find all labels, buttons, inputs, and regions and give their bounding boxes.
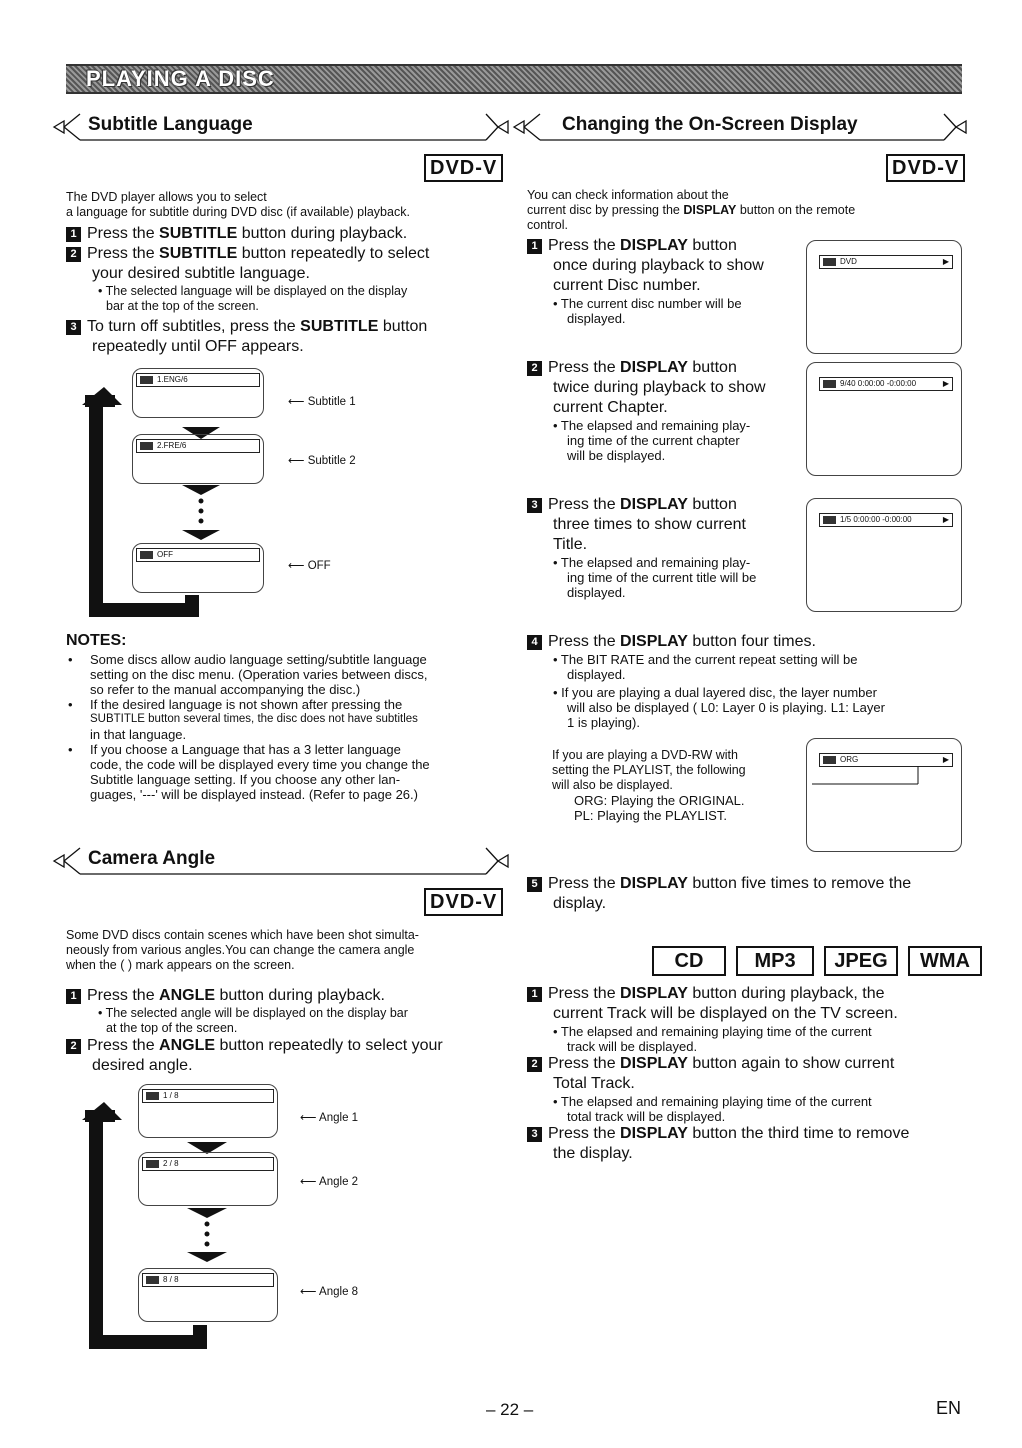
osd-title: Changing the On-Screen Display (562, 114, 858, 135)
step-bullet: • The elapsed and remaining playing time of the current (553, 1024, 872, 1039)
section-title: PLAYING A DISC (86, 66, 275, 91)
step-text: button five times to remove the (687, 875, 912, 892)
play-icon: ▶ (942, 257, 949, 266)
osd-step-4 (527, 632, 967, 730)
left-arrow-icon: ⟵ (288, 396, 308, 408)
step-bullet: • The selected angle will be displayed on the display bar (98, 1006, 408, 1020)
step-2 (66, 1036, 511, 1056)
step-number: 1 (66, 227, 81, 242)
dvd-v-badge: DVD-V (886, 154, 965, 182)
step-text: display. (553, 895, 607, 912)
intro-line: neously from various angles.You can change the camera angle (66, 943, 415, 957)
camera-intro (66, 928, 511, 973)
page-number: – 22 – (486, 1400, 534, 1419)
display-bar (819, 513, 953, 527)
osd-screen-1 (806, 240, 962, 354)
step-bullet: • The BIT RATE and the current repeat setting will be (553, 652, 858, 667)
bullet-icon: • (68, 742, 73, 757)
step-bullet: at the top of the screen. (106, 1021, 238, 1035)
step-bullet: ing time of the current chapter (567, 433, 740, 448)
intro-text: button on the remote (736, 203, 856, 217)
step-bullet: displayed. (567, 311, 626, 326)
bullet-icon: • (68, 697, 73, 712)
step-keyword: SUBTITLE (159, 225, 238, 242)
play-icon: ▶ (942, 379, 949, 388)
step-bullet: • The selected language will be displayed on the display (98, 284, 408, 298)
step-keyword: DISPLAY (620, 496, 688, 513)
step-text: once during playback to show (553, 257, 764, 274)
step-text: button during playback. (215, 987, 385, 1004)
step-number: 1 (527, 987, 542, 1002)
display-bar: 2.FRE/6 (136, 439, 260, 453)
note-line: ORG: Playing the ORIGINAL. (574, 793, 745, 808)
step-text: twice during playback to show (553, 379, 766, 396)
notes-section (66, 632, 506, 802)
osd-step-1 (527, 236, 807, 326)
bar-text: ORG (840, 755, 859, 764)
step-text: Press the (548, 1125, 621, 1142)
step-1 (66, 986, 511, 1006)
dvd-v-badge: DVD-V (424, 888, 503, 916)
bullet-icon: • (68, 652, 73, 667)
intro-line: The DVD player allows you to select (66, 190, 267, 204)
display-bar: 1 / 8 (142, 1089, 274, 1103)
note-line: If you choose a Language that has a 3 letter language (90, 742, 401, 757)
bar-text: 9/40 0:00:00 -0:00:00 (840, 379, 917, 388)
step-bullet: displayed. (567, 667, 626, 682)
label-angle-1 (300, 1110, 358, 1124)
step-keyword: ANGLE (159, 1037, 216, 1054)
note-line: in that language. (90, 727, 187, 742)
intro-line: a language for subtitle during DVD disc (if available) playback. (66, 205, 410, 219)
osd-step-5 (527, 874, 967, 914)
label-off (288, 558, 331, 572)
intro-line: when the ( ) mark appears on the screen. (66, 958, 295, 972)
step-text: button (378, 318, 428, 335)
screen-subtitle-2 (132, 434, 264, 484)
note-line: Subtitle language setting. If you choose any other lan- (90, 772, 401, 787)
step-text: Press the (548, 985, 621, 1002)
intro-line: You can check information about the (527, 188, 729, 202)
step-number: 5 (527, 877, 542, 892)
camera-steps (66, 986, 511, 1076)
play-icon: ▶ (942, 755, 949, 764)
display-bar: 1.ENG/6 (136, 373, 260, 387)
step-bullet: will be displayed. (567, 448, 666, 463)
step-number: 1 (527, 239, 542, 254)
label-angle-2 (300, 1174, 358, 1188)
bar-text: 1/5 0:00:00 -0:00:00 (840, 515, 912, 524)
subtitle-heading (52, 112, 512, 142)
note-item (66, 742, 506, 802)
step-text: Press the (548, 359, 621, 376)
osd-step-2 (527, 358, 807, 463)
screen-subtitle-off (132, 543, 264, 593)
screen-angle-2 (138, 1152, 278, 1206)
step-text: your desired subtitle language. (92, 265, 310, 282)
step-text: desired angle. (92, 1057, 193, 1074)
step-bullet: 1 is playing). (567, 715, 640, 730)
step-text: Total Track. (553, 1075, 635, 1092)
step-text: Press the (548, 237, 621, 254)
step-bullet: • The current disc number will be (553, 296, 742, 311)
step-text: Press the (87, 1037, 160, 1054)
notes-heading: NOTES: (66, 632, 127, 649)
intro-line: Some DVD discs contain scenes which have been shot simulta- (66, 928, 419, 942)
jpeg-badge: JPEG (824, 946, 898, 976)
step-number: 3 (66, 320, 81, 335)
left-arrow-icon: ⟵ (300, 1112, 320, 1124)
step-keyword: DISPLAY (620, 985, 688, 1002)
step-text: button the third time to remove (687, 1125, 910, 1142)
step-text: button repeatedly to select your (215, 1037, 443, 1054)
step-text: To turn off subtitles, press the (87, 318, 301, 335)
camera-angle-heading (52, 846, 512, 876)
mp3-badge: MP3 (736, 946, 814, 976)
step-text: button (687, 237, 737, 254)
step-2 (66, 244, 511, 264)
left-arrow-icon: ⟵ (300, 1176, 320, 1188)
step-bullet: displayed. (567, 585, 626, 600)
step-text: repeatedly until OFF appears. (92, 338, 304, 355)
step-number: 2 (66, 247, 81, 262)
osd-screen-2 (806, 362, 962, 476)
note-line: guages, '---' will be displayed instead. (Refer to page 26.) (90, 787, 418, 802)
note-line: so refer to the manual accompanying the disc.) (90, 682, 361, 697)
step-number: 2 (527, 1057, 542, 1072)
label-subtitle-1 (288, 394, 356, 408)
step-text: the display. (553, 1145, 633, 1162)
intro-keyword: DISPLAY (683, 203, 737, 217)
note-line: If you are playing a DVD-RW with (552, 748, 738, 762)
label-angle-8 (300, 1284, 358, 1298)
step-text: button during playback, the (687, 985, 885, 1002)
step-bullet: will also be displayed ( L0: Layer 0 is playing. L1: Layer (567, 700, 885, 715)
osd-heading (512, 112, 972, 142)
arrow-label: Angle 1 (319, 1112, 359, 1124)
osd-intro (527, 188, 967, 233)
step-keyword: DISPLAY (620, 237, 688, 254)
dvd-v-badge: DVD-V (424, 154, 503, 182)
wma-badge: WMA (908, 946, 982, 976)
step-text: current Disc number. (553, 277, 701, 294)
step-bullet: • The elapsed and remaining playing time of the current (553, 1094, 872, 1109)
camera-angle-title: Camera Angle (88, 848, 216, 869)
arrow-label: Subtitle 1 (307, 396, 356, 408)
section-banner (66, 64, 962, 94)
screen-angle-1 (138, 1084, 278, 1138)
cd-steps (527, 984, 967, 1164)
step-bullet: • The elapsed and remaining play- (553, 555, 751, 570)
note-item (66, 697, 506, 742)
label-subtitle-2 (288, 453, 356, 467)
connector-line (812, 754, 952, 794)
step-text: Title. (553, 536, 588, 553)
step-text: button (687, 496, 737, 513)
display-bar: 8 / 8 (142, 1273, 274, 1287)
osd-screen-3 (806, 498, 962, 612)
step-text: Press the (87, 245, 160, 262)
step-bullet: bar at the top of the screen. (106, 299, 259, 313)
step-bullet: ing time of the current title will be (567, 570, 757, 585)
step-text: Press the (87, 225, 160, 242)
step-bullet: total track will be displayed. (567, 1109, 726, 1124)
left-arrow-icon: ⟵ (288, 560, 308, 572)
note-line: will also be displayed. (552, 778, 673, 792)
step-text: Press the (548, 633, 621, 650)
step-text: current Track will be displayed on the TV screen. (553, 1005, 898, 1022)
left-arrow-icon: ⟵ (300, 1286, 320, 1298)
step-number: 2 (66, 1039, 81, 1054)
step-keyword: SUBTITLE (159, 245, 238, 262)
subtitle-steps (66, 224, 511, 357)
note-line: PL: Playing the PLAYLIST. (574, 808, 727, 823)
arrow-label: Subtitle 2 (307, 455, 356, 467)
note-line: code, the code will be displayed every time you change the (90, 757, 430, 772)
step-1 (66, 224, 511, 244)
step-text: button repeatedly to select (237, 245, 430, 262)
osd-step-3 (527, 495, 807, 600)
step-text: Press the (87, 987, 160, 1004)
left-arrow-icon: ⟵ (288, 455, 308, 467)
display-bar (819, 255, 953, 269)
step-text: button again to show current (687, 1055, 895, 1072)
step-keyword: DISPLAY (620, 633, 688, 650)
step-text: button four times. (687, 633, 816, 650)
step-keyword: DISPLAY (620, 1055, 688, 1072)
language-code: EN (936, 1398, 962, 1418)
step-number: 3 (527, 498, 542, 513)
step-text: Press the (548, 875, 621, 892)
step-number: 1 (66, 989, 81, 1004)
step-text: Press the (548, 496, 621, 513)
step-text: current Chapter. (553, 399, 668, 416)
intro-text: current disc by pressing the (527, 203, 684, 217)
screen-subtitle-1 (132, 368, 264, 418)
cd-badge: CD (652, 946, 726, 976)
step-keyword: DISPLAY (620, 359, 688, 376)
step-bullet: • If you are playing a dual layered disc, the layer number (553, 685, 877, 700)
step-3 (66, 317, 511, 337)
step-bullet: • The elapsed and remaining play- (553, 418, 751, 433)
subtitle-intro (66, 190, 511, 220)
arrow-label: Angle 2 (319, 1176, 359, 1188)
note-line: Some discs allow audio language setting/subtitle language (90, 652, 427, 667)
step-keyword: DISPLAY (620, 1125, 688, 1142)
display-bar: 2 / 8 (142, 1157, 274, 1171)
display-bar (819, 377, 953, 391)
play-icon: ▶ (942, 515, 949, 524)
step-keyword: ANGLE (159, 987, 216, 1004)
note-line: setting on the disc menu. (Operation varies between discs, (90, 667, 428, 682)
note-line: setting the PLAYLIST, the following (552, 763, 746, 777)
step-number: 3 (527, 1127, 542, 1142)
subtitle-title: Subtitle Language (88, 114, 253, 135)
step-text: button (687, 359, 737, 376)
arrow-label: OFF (307, 560, 331, 572)
step-text: Press the (548, 1055, 621, 1072)
note-line: If the desired language is not shown after pressing the (90, 697, 403, 712)
screen-angle-8 (138, 1268, 278, 1322)
osd-rw-note (552, 748, 812, 823)
step-number: 2 (527, 361, 542, 376)
step-keyword: SUBTITLE (300, 318, 379, 335)
display-bar: OFF (136, 548, 260, 562)
step-text: three times to show current (553, 516, 746, 533)
step-bullet: track will be displayed. (567, 1039, 698, 1054)
step-keyword: DISPLAY (620, 875, 688, 892)
note-line: SUBTITLE button several times, the disc does not have subtitles (90, 713, 418, 725)
arrow-label: Angle 8 (319, 1286, 359, 1298)
step-text: button during playback. (237, 225, 408, 242)
format-badges (652, 946, 982, 976)
intro-line: control. (527, 218, 568, 232)
step-number: 4 (527, 635, 542, 650)
bar-text: DVD (840, 257, 857, 266)
note-item (66, 652, 506, 697)
